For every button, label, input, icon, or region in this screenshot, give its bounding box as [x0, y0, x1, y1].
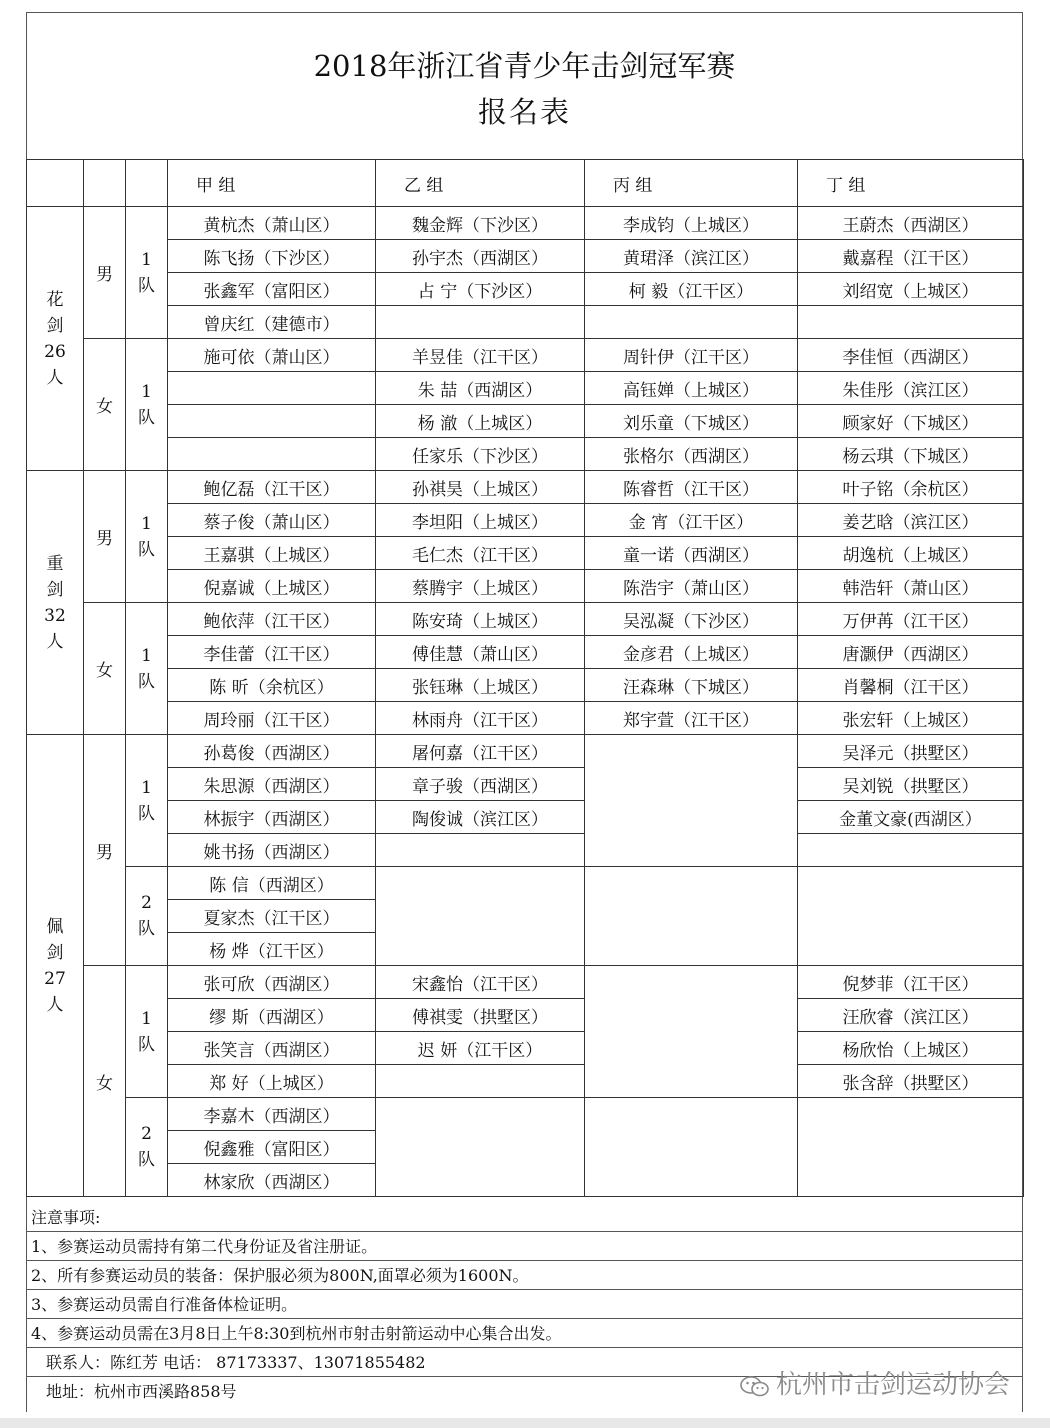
team-label-char: 队: [138, 539, 155, 560]
team-label: [126, 471, 168, 603]
athlete-cell: 柯 毅（江干区）: [585, 273, 798, 306]
athlete-cell: 倪嘉诚（上城区）: [168, 570, 376, 603]
athlete-cell: 迟 妍（江干区）: [376, 1032, 585, 1065]
athlete-cell: 孙葛俊（西湖区）: [168, 735, 376, 768]
athlete-cell: 孙宇杰（西湖区）: [376, 240, 585, 273]
empty-cell: [585, 735, 798, 867]
corner-cell: [84, 160, 126, 207]
athlete-cell: 黄珺泽（滨江区）: [585, 240, 798, 273]
athlete-cell: [798, 306, 1024, 339]
athlete-cell: 孙祺昊（上城区）: [376, 471, 585, 504]
team-label-char: 1: [141, 249, 152, 270]
athlete-cell: 朱佳彤（滨江区）: [798, 372, 1024, 405]
team-label-char: 2: [141, 1124, 152, 1144]
athlete-cell: 吴泓凝（下沙区）: [585, 603, 798, 636]
athlete-cell: [798, 834, 1024, 867]
gender-label: 男: [84, 735, 126, 966]
athlete-cell: 万伊苒（江干区）: [798, 603, 1024, 636]
address-line: 地址：杭州市西溪路858号: [46, 1382, 237, 1401]
note-item: 1、参赛运动员需持有第二代身份证及省注册证。: [26, 1232, 1023, 1261]
registration-table: [26, 159, 1024, 1197]
athlete-cell: 胡逸杭（上城区）: [798, 537, 1024, 570]
athlete-cell: 肖馨桐（江干区）: [798, 669, 1024, 702]
contact-line: 联系人：陈红芳 电话： 87173337、13071855482: [26, 1348, 1023, 1377]
athlete-cell: [376, 1065, 585, 1098]
athlete-cell: 林振宇（西湖区）: [168, 801, 376, 834]
athlete-cell: 周玲丽（江干区）: [168, 702, 376, 735]
gender-label: 男: [84, 207, 126, 339]
athlete-cell: [376, 834, 585, 867]
team-label-char: 队: [138, 275, 155, 296]
athlete-cell: 金董文豪(西湖区）: [798, 801, 1024, 834]
athlete-cell: 陈安琦（上城区）: [376, 603, 585, 636]
gender-label: 女: [84, 603, 126, 735]
athlete-cell: [168, 372, 376, 405]
page-subtitle: 报名表: [477, 95, 571, 129]
weapon-label-char: 人: [46, 631, 64, 652]
team-label-char: 队: [138, 919, 155, 939]
athlete-cell: 吴泽元（拱墅区）: [798, 735, 1024, 768]
athlete-cell: 杨云琪（下城区）: [798, 438, 1024, 471]
athlete-cell: 姚书扬（西湖区）: [168, 834, 376, 867]
team-label: [126, 735, 168, 867]
gender-label: 女: [84, 966, 126, 1197]
empty-cell: [376, 1098, 585, 1197]
team-label-char: 队: [138, 671, 155, 692]
empty-cell: [585, 867, 798, 966]
weapon-label: [27, 207, 84, 471]
athlete-cell: 金彦君（上城区）: [585, 636, 798, 669]
athlete-cell: 曾庆红（建德市）: [168, 306, 376, 339]
athlete-cell: 朱 喆（西湖区）: [376, 372, 585, 405]
page-title: 2018年浙江省青少年击剑冠军赛: [313, 49, 736, 83]
athlete-cell: 黄杭杰（萧山区）: [168, 207, 376, 240]
athlete-cell: 傅佳慧（萧山区）: [376, 636, 585, 669]
athlete-cell: 叶子铭（余杭区）: [798, 471, 1024, 504]
weapon-label-char: 佩: [46, 916, 64, 937]
note-item: 2、所有参赛运动员的装备：保护服必须为800N,面罩必须为1600N。: [26, 1261, 1023, 1290]
wechat-icon: [740, 1375, 770, 1397]
weapon-label-char: 剑: [46, 315, 64, 336]
team-label-char: 1: [141, 381, 152, 402]
gender-label: 女: [84, 339, 126, 471]
athlete-cell: 杨 澈（上城区）: [376, 405, 585, 438]
athlete-cell: 李佳恒（西湖区）: [798, 339, 1024, 372]
team-label-char: 队: [138, 1150, 155, 1170]
athlete-cell: 郑宇萱（江干区）: [585, 702, 798, 735]
weapon-label-char: 26: [44, 341, 66, 362]
athlete-cell: 张钰琳（上城区）: [376, 669, 585, 702]
athlete-cell: 杨欣怡（上城区）: [798, 1032, 1024, 1065]
team-label: [126, 1098, 168, 1197]
athlete-cell: 李坦阳（上城区）: [376, 504, 585, 537]
athlete-cell: 唐灏伊（西湖区）: [798, 636, 1024, 669]
weapon-label-char: 重: [46, 553, 64, 574]
team-label: [126, 603, 168, 735]
group-header: 甲 组: [168, 160, 376, 207]
athlete-cell: 刘绍宽（上城区）: [798, 273, 1024, 306]
athlete-cell: 陈睿哲（江干区）: [585, 471, 798, 504]
athlete-cell: 高钰婵（上城区）: [585, 372, 798, 405]
athlete-cell: 夏家杰（江干区）: [168, 900, 376, 933]
team-label: [126, 339, 168, 471]
athlete-cell: [585, 306, 798, 339]
page-bottom-strip: [0, 1418, 1050, 1428]
athlete-cell: 顾家好（下城区）: [798, 405, 1024, 438]
athlete-cell: 陈浩宇（萧山区）: [585, 570, 798, 603]
athlete-cell: 陶俊诚（滨江区）: [376, 801, 585, 834]
group-header: 乙 组: [376, 160, 585, 207]
corner-cell: [126, 160, 168, 207]
empty-cell: [798, 1098, 1024, 1197]
watermark-text: 杭州市击剑运动协会: [776, 1370, 1011, 1400]
athlete-cell: 任家乐（下沙区）: [376, 438, 585, 471]
athlete-cell: 周针伊（江干区）: [585, 339, 798, 372]
athlete-cell: 占 宁（下沙区）: [376, 273, 585, 306]
corner-cell: [27, 160, 84, 207]
athlete-cell: [376, 306, 585, 339]
athlete-cell: 林雨舟（江干区）: [376, 702, 585, 735]
weapon-label: [27, 735, 84, 1197]
athlete-cell: [168, 405, 376, 438]
athlete-cell: 吴刘锐（拱墅区）: [798, 768, 1024, 801]
weapon-label: [27, 471, 84, 735]
athlete-cell: 张宏轩（上城区）: [798, 702, 1024, 735]
note-item: 4、参赛运动员需在3月8日上午8:30到杭州市射击射箭运动中心集合出发。: [26, 1319, 1023, 1348]
empty-cell: [585, 1098, 798, 1197]
team-label-char: 1: [141, 777, 152, 798]
athlete-cell: 汪森琳（下城区）: [585, 669, 798, 702]
watermark: [740, 1364, 1010, 1401]
athlete-cell: 蔡腾宇（上城区）: [376, 570, 585, 603]
athlete-cell: 戴嘉程（江干区）: [798, 240, 1024, 273]
athlete-cell: 朱思源（西湖区）: [168, 768, 376, 801]
athlete-cell: 张鑫军（富阳区）: [168, 273, 376, 306]
athlete-cell: 宋鑫怡（江干区）: [376, 966, 585, 999]
weapon-label-char: 花: [46, 289, 64, 310]
athlete-cell: 蔡子俊（萧山区）: [168, 504, 376, 537]
weapon-label-char: 人: [46, 994, 64, 1015]
weapon-label-char: 32: [44, 605, 66, 626]
team-label-char: 1: [141, 645, 152, 666]
athlete-cell: 张笑言（西湖区）: [168, 1032, 376, 1065]
athlete-cell: 陈 昕（余杭区）: [168, 669, 376, 702]
weapon-label-char: 剑: [46, 942, 64, 963]
weapon-label-char: 人: [46, 367, 64, 388]
athlete-cell: 李佳蕾（江干区）: [168, 636, 376, 669]
weapon-label-char: 剑: [46, 579, 64, 600]
athlete-cell: 陈 信（西湖区）: [168, 867, 376, 900]
athlete-cell: 魏金辉（下沙区）: [376, 207, 585, 240]
athlete-cell: 倪梦菲（江干区）: [798, 966, 1024, 999]
athlete-cell: 李成钧（上城区）: [585, 207, 798, 240]
team-label: [126, 966, 168, 1098]
athlete-cell: 韩浩轩（萧山区）: [798, 570, 1024, 603]
athlete-cell: 章子骏（西湖区）: [376, 768, 585, 801]
athlete-cell: 陈飞扬（下沙区）: [168, 240, 376, 273]
athlete-cell: 刘乐童（下城区）: [585, 405, 798, 438]
athlete-cell: 王蔚杰（西湖区）: [798, 207, 1024, 240]
athlete-cell: 施可依（萧山区）: [168, 339, 376, 372]
athlete-cell: 杨 烨（江干区）: [168, 933, 376, 966]
athlete-cell: 童一诺（西湖区）: [585, 537, 798, 570]
athlete-cell: 姜艺晗（滨江区）: [798, 504, 1024, 537]
team-label-char: 队: [138, 407, 155, 428]
team-label-char: 队: [138, 1034, 155, 1055]
note-item: 3、参赛运动员需自行准备体检证明。: [26, 1290, 1023, 1319]
empty-cell: [798, 867, 1024, 966]
athlete-cell: 金 宵（江干区）: [585, 504, 798, 537]
gender-label: 男: [84, 471, 126, 603]
notes-heading: 注意事项:: [26, 1203, 1023, 1232]
empty-cell: [585, 966, 798, 1098]
team-label: [126, 867, 168, 966]
athlete-cell: [168, 438, 376, 471]
group-header: 丙 组: [585, 160, 798, 207]
athlete-cell: 鲍依萍（江干区）: [168, 603, 376, 636]
athlete-cell: 缪 斯（西湖区）: [168, 999, 376, 1032]
group-header: 丁 组: [798, 160, 1024, 207]
athlete-cell: 汪欣睿（滨江区）: [798, 999, 1024, 1032]
athlete-cell: 林家欣（西湖区）: [168, 1164, 376, 1197]
athlete-cell: 傅祺雯（拱墅区）: [376, 999, 585, 1032]
athlete-cell: 倪鑫雅（富阳区）: [168, 1131, 376, 1164]
team-label: [126, 207, 168, 339]
athlete-cell: 羊昱佳（江干区）: [376, 339, 585, 372]
athlete-cell: 郑 好（上城区）: [168, 1065, 376, 1098]
athlete-cell: 鲍亿磊（江干区）: [168, 471, 376, 504]
team-label-char: 1: [141, 513, 152, 534]
athlete-cell: 王嘉骐（上城区）: [168, 537, 376, 570]
team-label-char: 队: [138, 803, 155, 824]
athlete-cell: 屠何嘉（江干区）: [376, 735, 585, 768]
athlete-cell: 李嘉木（西湖区）: [168, 1098, 376, 1131]
athlete-cell: 张格尔（西湖区）: [585, 438, 798, 471]
athlete-cell: 张含辞（拱墅区）: [798, 1065, 1024, 1098]
team-label-char: 2: [141, 893, 152, 913]
empty-cell: [376, 867, 585, 966]
athlete-cell: 毛仁杰（江干区）: [376, 537, 585, 570]
team-label-char: 1: [141, 1008, 152, 1029]
weapon-label-char: 27: [44, 968, 66, 989]
athlete-cell: 张可欣（西湖区）: [168, 966, 376, 999]
